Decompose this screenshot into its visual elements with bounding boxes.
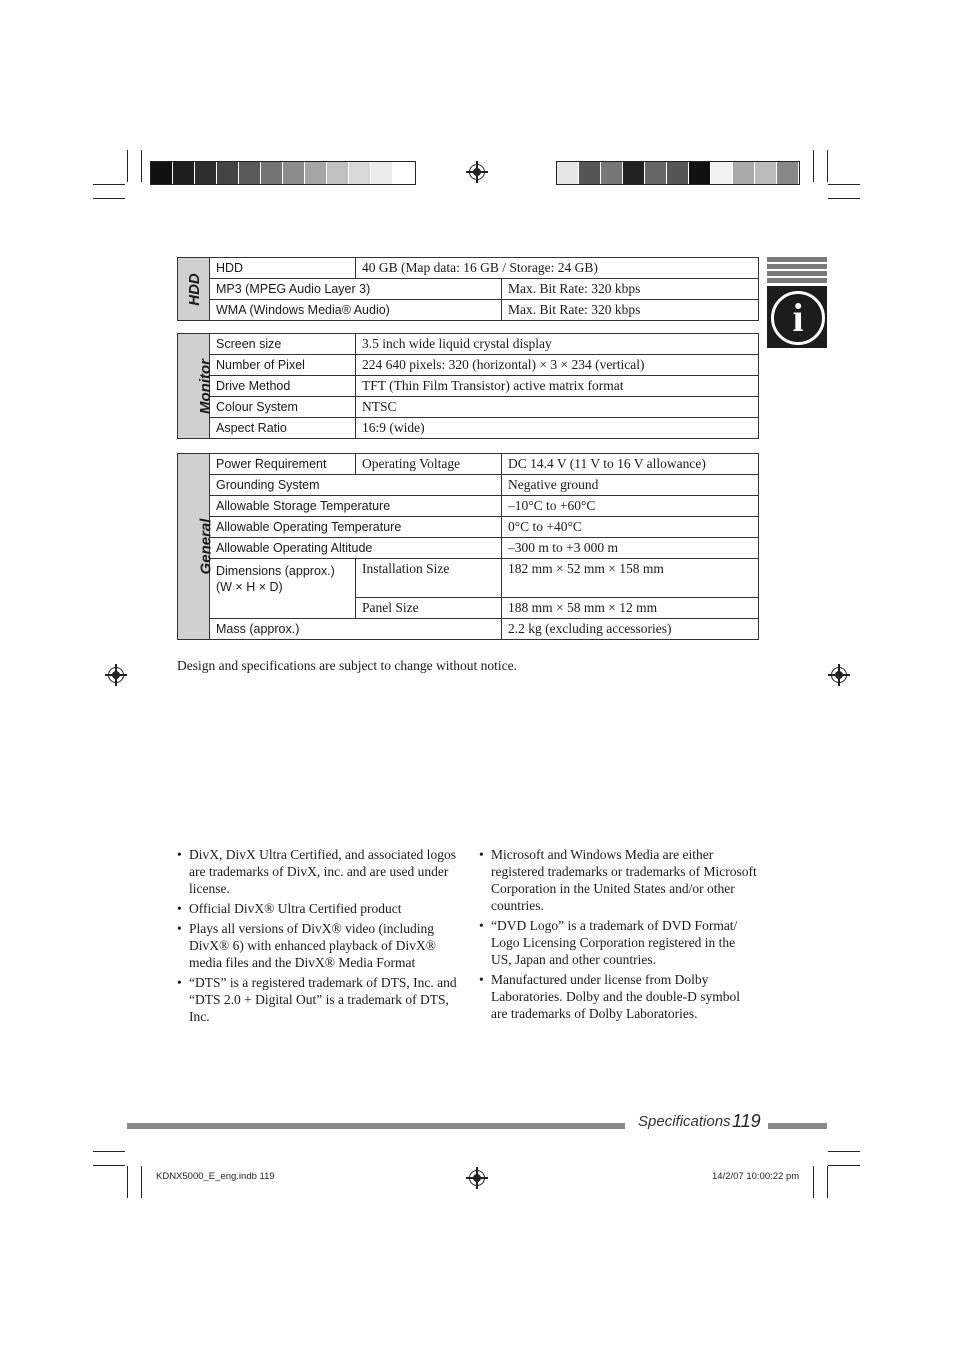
registration-mark-icon <box>469 164 485 180</box>
crop-mark <box>141 1166 142 1198</box>
spec-label: Drive Method <box>210 376 356 397</box>
list-item: • Official DivX® Ultra Certified product <box>177 900 457 917</box>
table-row <box>178 454 759 475</box>
crop-mark <box>828 1151 860 1152</box>
color-swatch <box>711 162 733 184</box>
color-swatch <box>579 162 601 184</box>
table-row <box>178 559 759 598</box>
crop-mark <box>127 150 128 182</box>
color-swatch <box>689 162 711 184</box>
crop-mark <box>828 184 860 185</box>
table-row <box>178 376 759 397</box>
spec-sublabel: Panel Size <box>356 598 502 619</box>
color-swatch <box>327 162 349 184</box>
registration-mark-icon <box>469 1170 485 1186</box>
color-swatch <box>755 162 777 184</box>
table-row <box>178 397 759 418</box>
crop-mark <box>127 1166 128 1198</box>
spec-label: Screen size <box>210 334 356 355</box>
crop-mark <box>93 184 125 185</box>
spec-value: 182 mm × 52 mm × 158 mm <box>502 559 759 598</box>
spec-value: Max. Bit Rate: 320 kbps <box>502 279 759 300</box>
general-spec-table <box>177 453 759 640</box>
section-tab-stripes <box>767 257 827 285</box>
color-swatch <box>557 162 579 184</box>
registration-mark-icon <box>831 667 847 683</box>
spec-value: 224 640 pixels: 320 (horizontal) × 3 × 234 (vertical) <box>356 355 759 376</box>
spec-value: NTSC <box>356 397 759 418</box>
table-row <box>178 496 759 517</box>
spec-label: HDD <box>210 258 356 279</box>
color-swatch <box>217 162 239 184</box>
trademark-column-right <box>479 846 759 1025</box>
trademark-column-left <box>177 846 457 1028</box>
color-swatch-bar-left <box>150 161 416 185</box>
color-swatch <box>667 162 689 184</box>
color-swatch <box>283 162 305 184</box>
crop-mark <box>828 1165 860 1166</box>
spec-label: Allowable Storage Temperature <box>210 496 502 517</box>
table-row <box>178 517 759 538</box>
footer-rule <box>768 1123 827 1129</box>
spec-label: Number of Pixel <box>210 355 356 376</box>
spec-label: Allowable Operating Altitude <box>210 538 502 559</box>
spec-value: DC 14.4 V (11 V to 16 V allowance) <box>502 454 759 475</box>
section-tab <box>767 286 827 348</box>
table-row <box>178 475 759 496</box>
spec-label: MP3 (MPEG Audio Layer 3) <box>210 279 502 300</box>
crop-mark <box>828 198 860 199</box>
monitor-spec-table <box>177 333 759 439</box>
spec-value: 16:9 (wide) <box>356 418 759 439</box>
spec-sublabel: Installation Size <box>356 559 502 598</box>
table-row <box>178 619 759 640</box>
color-swatch <box>305 162 327 184</box>
color-swatch-bar-right <box>556 161 800 185</box>
table-row <box>178 334 759 355</box>
spec-value: 40 GB (Map data: 16 GB / Storage: 24 GB) <box>356 258 759 279</box>
color-swatch <box>261 162 283 184</box>
hdd-spec-table <box>177 257 759 321</box>
crop-mark <box>93 1151 125 1152</box>
color-swatch <box>623 162 645 184</box>
spec-value: 0°C to +40°C <box>502 517 759 538</box>
footer-rule <box>127 1123 625 1129</box>
list-item: • Microsoft and Windows Media are either registered trademarks or trademarks of Microsoft Corporation in the United States and/or other countries. <box>479 846 759 914</box>
spec-value: 3.5 inch wide liquid crystal display <box>356 334 759 355</box>
spec-value: –300 m to +3 000 m <box>502 538 759 559</box>
color-swatch <box>371 162 393 184</box>
crop-mark <box>813 150 814 182</box>
spec-label: Power Requirement <box>210 454 356 475</box>
table-row <box>178 279 759 300</box>
color-swatch <box>777 162 799 184</box>
category-label: Monitor <box>178 334 210 439</box>
spec-label: Dimensions (approx.) (W × H × D) <box>210 559 356 619</box>
category-label: General <box>178 454 210 640</box>
spec-label: Grounding System <box>210 475 502 496</box>
spec-value: TFT (Thin Film Transistor) active matrix format <box>356 376 759 397</box>
color-swatch <box>151 162 173 184</box>
table-row <box>178 355 759 376</box>
spec-value: –10°C to +60°C <box>502 496 759 517</box>
crop-mark <box>813 1166 814 1198</box>
list-item: • “DTS” is a registered trademark of DTS, Inc. and “DTS 2.0 + Digital Out” is a trademark of DTS, Inc. <box>177 974 457 1025</box>
spec-label: Mass (approx.) <box>210 619 502 640</box>
crop-mark <box>827 1166 828 1198</box>
spec-notice: Design and specifications are subject to change without notice. <box>177 658 518 673</box>
table-row <box>178 418 759 439</box>
color-swatch <box>239 162 261 184</box>
registration-mark-icon <box>108 667 124 683</box>
page-number: 119 <box>732 1111 761 1131</box>
list-item: • Plays all versions of DivX® video (including DivX® 6) with enhanced playback of DivX® media files and the DivX® Media Format <box>177 920 457 971</box>
color-swatch <box>393 162 415 184</box>
print-slug-file: KDNX5000_E_eng.indb 119 <box>156 1171 275 1182</box>
crop-mark <box>141 150 142 182</box>
print-slug-date: 14/2/07 10:00:22 pm <box>712 1171 800 1182</box>
spec-label: Colour System <box>210 397 356 418</box>
spec-label: Allowable Operating Temperature <box>210 517 502 538</box>
table-row <box>178 258 759 279</box>
crop-mark <box>93 1165 125 1166</box>
list-item: • DivX, DivX Ultra Certified, and associated logos are trademarks of DivX, inc. and are used under license. <box>177 846 457 897</box>
crop-mark <box>93 198 125 199</box>
color-swatch <box>173 162 195 184</box>
list-item: • Manufactured under license from Dolby Laboratories. Dolby and the double-D symbol are trademarks of Dolby Laboratories. <box>479 971 759 1022</box>
list-item: • “DVD Logo” is a trademark of DVD Format/ Logo Licensing Corporation registered in the US, Japan and other countries. <box>479 917 759 968</box>
table-row <box>178 538 759 559</box>
color-swatch <box>195 162 217 184</box>
spec-value: Negative ground <box>502 475 759 496</box>
spec-sublabel: Operating Voltage <box>356 454 502 475</box>
category-label: HDD <box>178 258 210 321</box>
spec-value: Max. Bit Rate: 320 kbps <box>502 300 759 321</box>
color-swatch <box>349 162 371 184</box>
footer-section-title: Specifications <box>638 1113 731 1130</box>
spec-value: 188 mm × 58 mm × 12 mm <box>502 598 759 619</box>
color-swatch <box>733 162 755 184</box>
spec-label: WMA (Windows Media® Audio) <box>210 300 502 321</box>
crop-mark <box>827 150 828 182</box>
color-swatch <box>645 162 667 184</box>
color-swatch <box>601 162 623 184</box>
spec-label: Aspect Ratio <box>210 418 356 439</box>
spec-value: 2.2 kg (excluding accessories) <box>502 619 759 640</box>
table-row <box>178 300 759 321</box>
info-icon: i <box>771 291 825 345</box>
